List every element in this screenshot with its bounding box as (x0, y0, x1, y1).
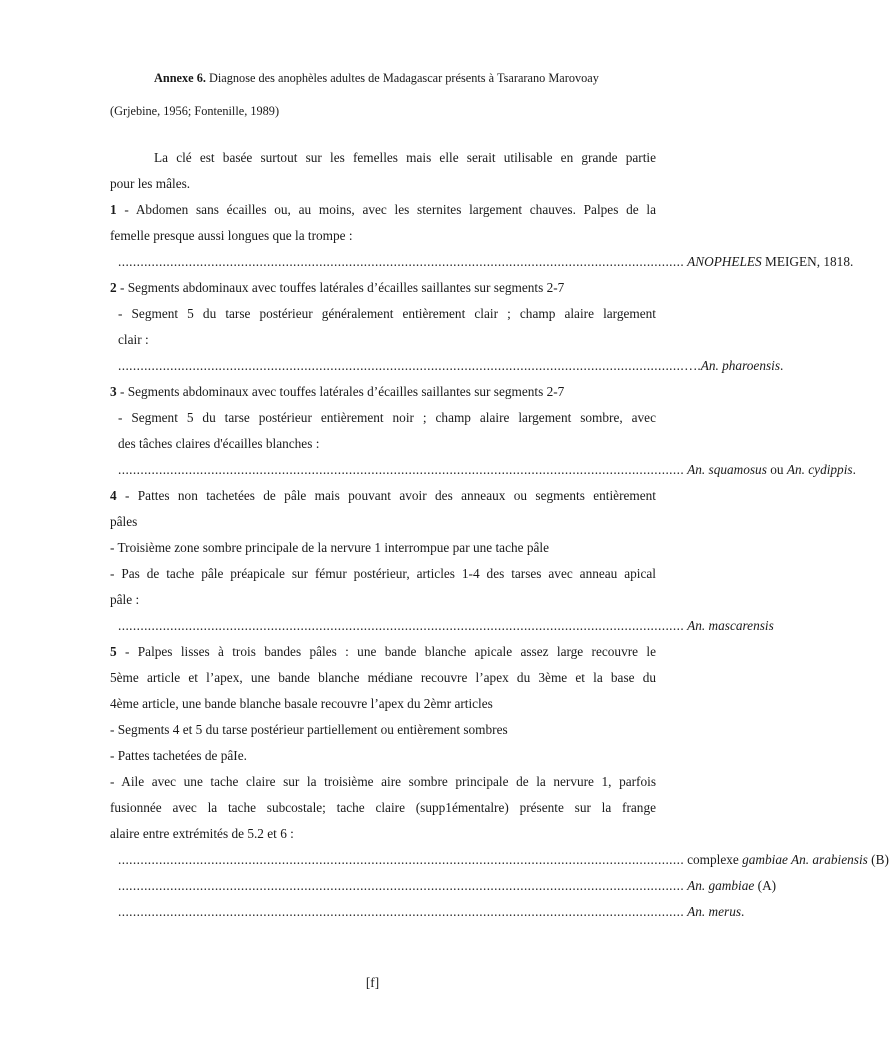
result-taxon: An. merus (687, 904, 742, 919)
dot-leader: ........................................................................................................................................................ (118, 254, 685, 269)
dot-leader: ........................................................................................................................................................ (118, 462, 685, 477)
result-suffix: (A) (754, 878, 777, 893)
key-item-5-sub-3: - Aile avec une tache claire sur la troisième aire sombre principale de la nervure 1, parfois (110, 774, 656, 789)
key-item-3-sub-2: des tâches claires d'écailles blanches : (118, 436, 320, 451)
intro-line-1: La clé est basée surtout sur les femelles mais elle serait utilisable en grande partie (154, 150, 656, 165)
result-taxon-2: An. cydippis (786, 462, 853, 477)
key-text: - Pattes non tachetées de pâle mais pouvant avoir des anneaux ou segments entièrement (116, 488, 656, 503)
dot-leader: ........................................................................................................................................................ (118, 904, 685, 919)
key-result-5a (110, 852, 889, 868)
key-result-2 (110, 358, 784, 374)
key-result-4 (110, 618, 774, 634)
key-item-4 (110, 488, 656, 504)
key-number: 2 (110, 280, 117, 295)
key-number: 1 (110, 202, 117, 217)
result-taxon: ANOPHELES (687, 254, 762, 269)
key-item-5 (110, 644, 656, 660)
key-item-4-sub-2-cont: pâle : (110, 592, 140, 607)
key-item-5-sub-3-end: alaire entre extrémités de 5.2 et 6 : (110, 826, 294, 841)
result-suffix: . (852, 462, 856, 477)
key-result-1 (110, 254, 854, 270)
page-number: [f] (365, 975, 380, 990)
key-item-2 (110, 280, 656, 296)
result-author: MEIGEN, 1818. (761, 254, 854, 269)
key-result-5b (110, 878, 777, 894)
key-item-4-line-2: pâles (110, 514, 138, 529)
key-item-5-sub-2: - Pattes tachetées de pâIe. (110, 748, 247, 763)
key-item-3 (110, 384, 656, 400)
key-item-4-sub-2: - Pas de tache pâle préapicale sur fémur postérieur, articles 1-4 des tarses avec anneau apical (110, 566, 656, 581)
result-suffix: . (780, 358, 784, 373)
key-item-5-sub-1: - Segments 4 et 5 du tarse postérieur partiellement ou entièrement sombres (110, 722, 508, 737)
result-prefix: …. (684, 358, 701, 373)
key-item-3-sub-1: - Segment 5 du tarse postérieur entièrement noir ; champ alaire largement sombre, avec (118, 410, 656, 425)
key-number: 4 (110, 488, 117, 503)
key-item-5-line-3: 4ème article, une bande blanche basale recouvre l’apex du 2èmr articles (110, 696, 493, 711)
dot-leader: ........................................................................................................................................................ (118, 878, 685, 893)
result-suffix: (B) (867, 852, 889, 867)
result-suffix: . (741, 904, 745, 919)
key-item-5-line-2: 5ème article et l’apex, une bande blanche médiane recouvre l’apex du 3ème et la base du (110, 670, 656, 685)
result-taxon: An. squamosus (687, 462, 767, 477)
result-taxon: An. mascarensis (687, 618, 774, 633)
key-text: - Palpes lisses à trois bandes pâles : une bande blanche apicale assez large recouvre le (116, 644, 656, 659)
key-result-5c (110, 904, 745, 920)
key-text: - Segments abdominaux avec touffes latérales d’écailles saillantes sur segments 2-7 (116, 280, 565, 295)
dot-leader: ........................................................................................................................................................ (118, 618, 685, 633)
result-taxon: An. pharoensis (700, 358, 781, 373)
result-taxon: An. gambiae (687, 878, 755, 893)
key-text: - Segments abdominaux avec touffes latérales d’écailles saillantes sur segments 2-7 (116, 384, 565, 399)
key-text: - Abdomen sans écailles ou, au moins, avec les sternites largement chauves. Palpes de la (116, 202, 656, 217)
intro-line-2: pour les mâles. (110, 176, 191, 191)
key-item-5-sub-3-cont: fusionnée avec la tache subcostale; tache claire (supp1émentalre) présente sur la frange (110, 800, 656, 815)
key-number: 5 (110, 644, 117, 659)
key-item-2-sub-2: clair : (118, 332, 149, 347)
key-item-4-sub-1: - Troisième zone sombre principale de la nervure 1 interrompue par une tache pâle (110, 540, 550, 555)
key-number: 3 (110, 384, 117, 399)
key-item-1 (110, 202, 656, 218)
annex-title: Diagnose des anophèles adultes de Madagascar présents à Tsararano Marovoay (209, 71, 599, 85)
annex-references: (Grjebine, 1956; Fontenille, 1989) (110, 104, 280, 118)
annex-heading (110, 70, 656, 86)
key-result-3 (110, 462, 856, 478)
key-item-1-line-2: femelle presque aussi longues que la trompe : (110, 228, 353, 243)
result-conjunction: ou (766, 462, 787, 477)
key-item-2-sub-1: - Segment 5 du tarse postérieur généralement entièrement clair ; champ alaire largement (118, 306, 656, 321)
dot-leader: ........................................................................................................................................................ (118, 358, 685, 373)
result-prefix: complexe (687, 852, 743, 867)
dot-leader: ........................................................................................................................................................ (118, 852, 685, 867)
annex-label: Annexe 6. (154, 71, 206, 85)
result-taxon: gambiae An. arabiensis (742, 852, 868, 867)
